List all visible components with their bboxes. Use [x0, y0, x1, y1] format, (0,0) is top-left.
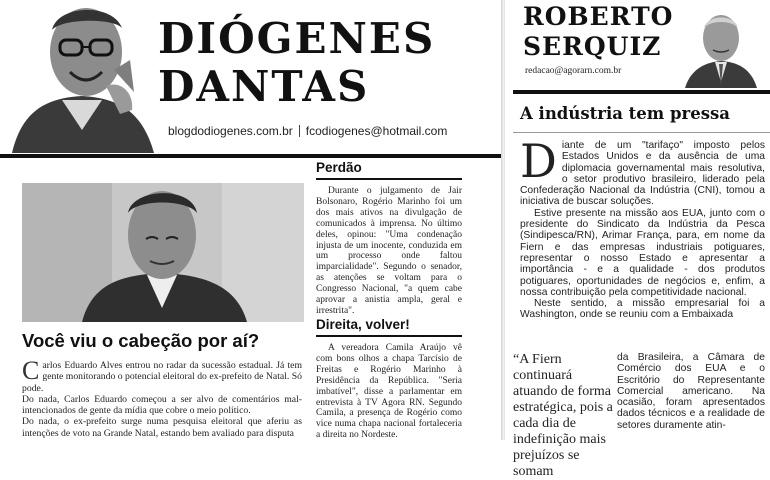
columnist-name-line1: ROBERTO — [523, 2, 674, 31]
side-note-title: Perdão — [316, 160, 462, 180]
main-article-body — [22, 356, 302, 439]
main-dropcap: C — [22, 356, 40, 385]
headline-rule — [513, 132, 770, 133]
email-link[interactable]: fcodiogenes@hotmail.com — [305, 124, 448, 138]
side-note-text: A vereadora Camila Araújo vê com bons olhos a chapa Tarcísio de Freitas e Rogério Marinho à Presidência da República. "Seria imbatível", disse a parlamentar em entrevista à TV Agora RN. Segundo Camila, a presença de Rogério como vice numa chapa nacional fortaleceria a direita no Nordeste. — [316, 343, 462, 441]
article-paragraph-1: Diante de um "tarifaço" imposto pelos Estados Unidos e da ausência de uma diplomacia governamental mais resolutiva, o setor produtivo brasileiro, liderado pela Confederação Nacional da Indústria (CNI), tomou a iniciativa de buscar soluções. — [520, 134, 765, 208]
article-dropcap: D — [520, 134, 557, 188]
side-note-title: Direita, volver! — [316, 317, 462, 337]
article-paragraph-3: Neste sentido, a missão empresarial foi a Washington, onde se reuniu com a Embaixada — [520, 298, 765, 321]
columnist-name-line2: DANTAS — [158, 62, 370, 111]
main-headline: Você viu o cabeção por aí? — [22, 330, 260, 351]
side-note-1 — [316, 160, 462, 317]
article-body — [520, 134, 765, 321]
article-headline: A indústria tem pressa — [520, 104, 730, 123]
main-paragraph-1: Carlos Eduardo Alves entrou no radar da sucessão estadual. Já tem gente monitorando o potencial eleitoral do ex-prefeito de Natal. Só pode. — [22, 356, 302, 394]
pull-quote: “A Fiern continuará atuando de forma estratégica, pois a cada dia de indefinição mais prejuízos se somam — [513, 352, 613, 479]
header-rule — [0, 154, 502, 158]
article-photo — [22, 183, 304, 322]
article-continuation: da Brasileira, a Câmara de Comércio dos EUA e o Escritório do Representante Comercial americano. Na ocasião, foram apresentados dados técnicos e a realidade de setores duramente atin- — [617, 352, 765, 431]
contact-separator — [299, 125, 300, 137]
main-paragraph-3: Do nada, o ex-prefeito surge numa pesquisa eleitoral que aferiu as intenções de voto na Grande Natal, estando bem avaliado para disputa — [22, 416, 302, 439]
side-column — [316, 160, 462, 441]
blog-link[interactable]: blogdodiogenes.com.br — [168, 124, 293, 138]
side-note-text: Durante o julgamento de Jair Bolsonaro, Rogério Marinho foi um dos mais ativos na divulgação de comunicados à imprensa. No último deles, opinou: "Uma condenação injusta de um inocente, conduzida em um processo onde faltou imparcialidade". Segundo o senador, as atenções se voltam para o Congresso Nacional, "a quem cabe aprovar a anistia ampla, geral e irrestrita". — [316, 186, 462, 316]
columnist-contacts — [168, 124, 447, 138]
right-page — [505, 0, 770, 479]
main-paragraph-2: Do nada, Carlos Eduardo começou a ser alvo de comentários mal-intencionados de gente da mídia que cobre o meio político. — [22, 393, 302, 417]
header-rule — [513, 90, 770, 94]
columnist-portrait-right — [677, 6, 765, 88]
columnist-name-line2: SERQUIZ — [523, 32, 662, 61]
columnist-name-line1: DIÓGENES — [158, 14, 436, 63]
columnist-email[interactable]: redacao@agorarn.com.br — [525, 66, 622, 76]
columnist-portrait-left — [2, 0, 162, 153]
article-paragraph-2: Estive presente na missão aos EUA, junto com o presidente do Sindicato da Indústria da Pesca (Sindipesca/RN), Arimar França, para, em nome da Fiern e das empresas industriais potiguares, representar o nosso Estado e apresentar a importância - e a qualidade - dos produtos potiguares, oportunidades de negócios e, enfim, a nossa contribuição pela competitividade nacional. — [520, 207, 765, 298]
side-note-2 — [316, 317, 462, 441]
